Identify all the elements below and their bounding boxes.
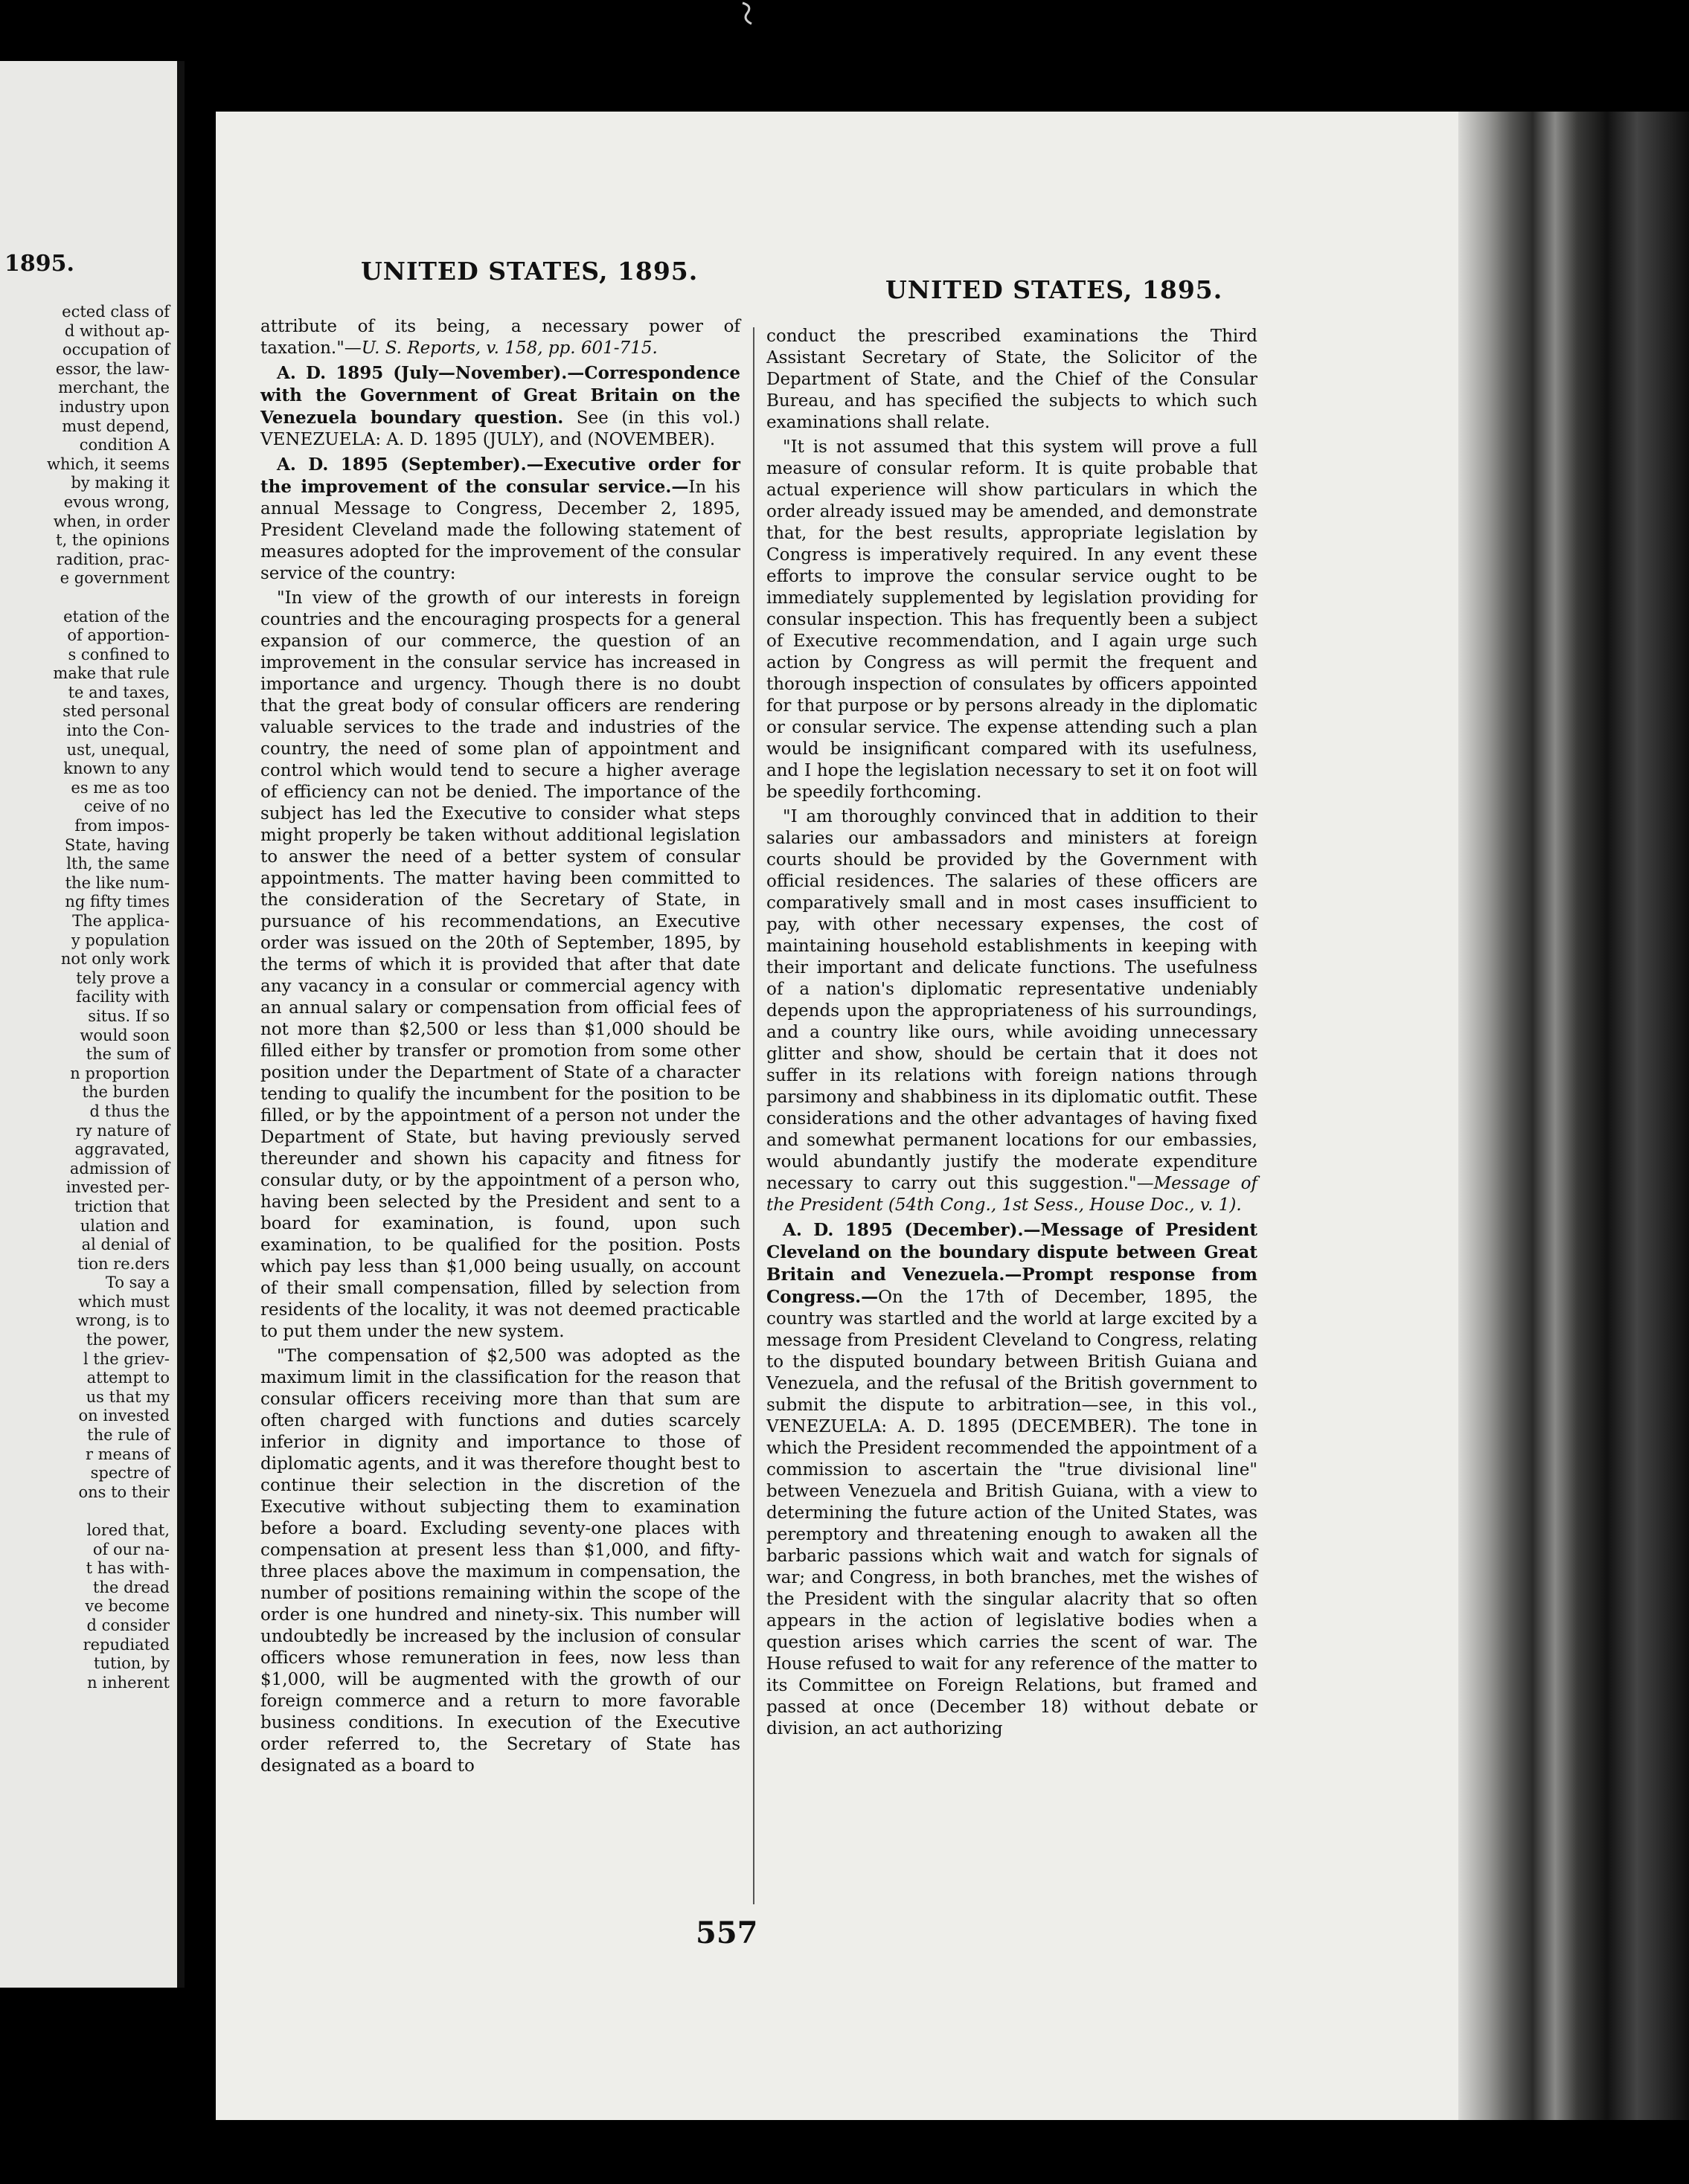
- facing-page-line: into the Con-: [66, 722, 170, 740]
- facing-page-line: from impos-: [74, 817, 170, 835]
- facing-page-line: condition A: [79, 436, 170, 455]
- paragraph: A. D. 1895 (September).—Executive order for the improvement of the consular service.—In his annual Message to Congress, December 2, 1895, President Cleveland made the following statement of measures adopted for the improvement of the consular service of the country:: [260, 455, 740, 583]
- paragraph: "It is not assumed that this system will prove a full measure of consular reform. It is quite probable that actual experience will show particulars in which the order already issued may be amended, and demonstrate that, for the best results, appropriate legislation by Congress is imperatively required. In any event these efforts to improve the consular service ought to be immediately supplemented by legislation providing for consular inspection. This has frequently been a subject of Executive recommendation, and I again urge such action by Congress as will permit the frequent and thorough inspection of consulates by officers appointed for that purpose or by persons already in the diplomatic or consular service. The expense attending such a plan would be insignificant compared with its usefulness, and I hope the legislation necessary to set it on foot will be speedily forthcoming.: [766, 437, 1257, 802]
- running-header-right: UNITED STATES, 1895.: [885, 275, 1223, 304]
- paragraph: "I am thoroughly convinced that in addition to their salaries our ambassadors and ministers at foreign courts should be provided by the Government with official residences. The salaries of these officers are comparatively small and in most cases insufficient to pay, with other necessary expenses, the cost of maintaining household establishments in keeping with their important and delicate functions. The usefulness of a nation's diplomatic representative undeniably depends upon the appropriateness of his surroundings, and a country like ours, while avoiding unnecessary glitter and show, should be certain that it does not suffer in its relations with foreign nations through parsimony and shabbiness in its diplomatic outfit. These considerations and the other advantages of having fixed and somewhat permanent locations for our embassies, would abundantly justify the moderate expenditure necessary to carry out this suggestion."—Message of the President (54th Cong., 1st Sess., House Doc., v. 1).: [766, 807, 1257, 1215]
- paragraph: "The compensation of $2,500 was adopted as the maximum limit in the classification for the reason that consular officers receiving more than that sum are often charged with functions and duties scarcely inferior in dignity and importance to those of diplomatic agents, and it was therefore thought best to continue their selection in the discretion of the Executive without subjecting them to examination before a board. Excluding seventy-one places with compensation at present less than $1,000, and fifty-three places above the maximum in compensation, the number of positions remaining within the scope of the order is one hundred and ninety-six. This number will undoubtedly be increased by the inclusion of consular officers whose remuneration in fees, now less than $1,000, will be augmented with the growth of our foreign commerce and a return to more favorable business conditions. In execution of the Executive order referred to, the Secretary of State has designated as a board to: [260, 1346, 740, 1776]
- facing-page-line: r means of: [86, 1445, 170, 1463]
- facing-page-line: ceive of no: [83, 797, 170, 816]
- facing-page-line: merchant, the: [58, 379, 170, 397]
- facing-page-line: t, the opinions: [56, 531, 170, 550]
- facing-page-line: The applica-: [72, 912, 170, 930]
- facing-page-line: facility with: [76, 988, 170, 1006]
- facing-page-line: essor, the law-: [55, 359, 170, 378]
- facing-page-line: repudiated: [83, 1635, 170, 1654]
- column-divider: [753, 327, 754, 1904]
- facing-page-line: ve become: [85, 1597, 170, 1616]
- page-gutter-shadow: [1458, 112, 1689, 2120]
- facing-page-line: the power,: [86, 1331, 170, 1349]
- facing-page-line: sted personal: [63, 702, 170, 721]
- facing-page-line: n inherent: [87, 1673, 170, 1692]
- facing-page-line: d consider: [86, 1616, 170, 1634]
- facing-page-line: the sum of: [86, 1045, 170, 1064]
- facing-page-line: ry nature of: [75, 1121, 170, 1140]
- facing-page-line: attempt to: [86, 1369, 170, 1387]
- facing-page-line: lored that,: [86, 1521, 170, 1539]
- running-header-left: UNITED STATES, 1895.: [361, 257, 699, 286]
- facing-page-line: tely prove a: [76, 969, 170, 987]
- facing-page-line: us that my: [86, 1387, 170, 1406]
- facing-page-line: of apportion-: [67, 626, 170, 645]
- entry-heading: A. D. 1895 (September).—Executive order for the improvement of the consular service.—: [260, 455, 740, 497]
- facing-page-line: al denial of: [81, 1236, 170, 1254]
- facing-page-line: of our na-: [92, 1540, 170, 1558]
- entry-heading: A. D. 1895 (July—November).—Correspondence with the Government of Great Britain on the Venezuela boundary question.: [260, 363, 740, 428]
- facing-page-line: the dread: [93, 1578, 170, 1596]
- facing-page-line: [0, 1502, 170, 1521]
- facing-page-line: wrong, is to: [75, 1311, 170, 1330]
- facing-page-line: not only work: [60, 950, 170, 969]
- paragraph: A. D. 1895 (December).—Message of President Cleveland on the boundary dispute between Great Britain and Venezuela.—Prompt response from Congress.—On the 17th of December, 1895, the country was startled and the world at large excited by a message from President Cleveland to Congress, relating to the disputed boundary between British Guiana and Venezuela, and the refusal of the British government to submit the dispute to arbitration—see, in this vol., VENEZUELA: A. D. 1895 (DECEMBER). The tone in which the President recommended the appointment of a commission to ascertain the "true divisional line" between Venezuela and British Guiana, with a view to determining the future action of the United States, was peremptory and threatening enough to awaken all the barbaric passions which wait and watch for signals of war; and Congress, in both branches, met the wishes of the President with the singular alacrity that so often appears in the action of legislative bodies when a question arises which carries the scent of war. The House refused to wait for any reference of the matter to its Committee on Foreign Relations, but framed and passed at once (December 18) without debate or division, an act authorizing: [766, 1220, 1257, 1738]
- facing-page-line: ust, unequal,: [66, 740, 170, 759]
- facing-page-line: y population: [71, 931, 170, 949]
- facing-page-line: e government: [60, 569, 170, 588]
- facing-page-fragment: [0, 61, 185, 1988]
- citation: U. S. Reports, v. 158, pp. 601-715.: [361, 338, 658, 358]
- scan-mark: [737, 0, 759, 30]
- facing-page-line: which must: [78, 1292, 170, 1311]
- facing-page-line: the burden: [82, 1083, 170, 1102]
- facing-page-line: ons to their: [78, 1483, 170, 1501]
- facing-page-line: ng fifty times: [65, 893, 170, 911]
- paragraph: attribute of its being, a necessary power of taxation."—U. S. Reports, v. 158, pp. 601-715.: [260, 317, 740, 358]
- facing-page-line: lth, the same: [66, 855, 170, 873]
- facing-page-line: d without ap-: [64, 321, 170, 340]
- facing-page-line: spectre of: [90, 1464, 170, 1483]
- right-text-column: [766, 326, 1257, 1743]
- facing-page-line: must depend,: [62, 417, 170, 435]
- left-text-column: [260, 316, 740, 1780]
- paragraph: A. D. 1895 (July—November).—Correspondence with the Government of Great Britain on the Venezuela boundary question. See (in this vol.) VENEZUELA: A. D. 1895 (JULY), and (NOVEMBER).: [260, 363, 740, 449]
- facing-page-line: s confined to: [68, 645, 170, 664]
- facing-page-line: d thus the: [89, 1102, 170, 1120]
- facing-page-year: 1895.: [4, 251, 74, 277]
- facing-page-line: tution, by: [94, 1654, 170, 1673]
- facing-page-line: evous wrong,: [63, 492, 170, 511]
- facing-page-line: [0, 588, 170, 608]
- facing-page-line: known to any: [63, 759, 170, 778]
- facing-page-line: aggravated,: [74, 1140, 170, 1159]
- facing-page-line: when, in order: [53, 512, 170, 530]
- facing-page-line: te and taxes,: [68, 683, 170, 701]
- facing-page-line: industry upon: [59, 397, 170, 416]
- facing-page-line: es me as too: [71, 778, 170, 797]
- facing-page-line: radition, prac-: [56, 550, 170, 568]
- facing-page-line: which, it seems: [46, 455, 170, 473]
- facing-page-line: by making it: [71, 474, 170, 492]
- facing-page-line: would soon: [80, 1026, 170, 1044]
- facing-page-line: ected class of: [62, 303, 170, 321]
- facing-page-line: on invested: [78, 1407, 170, 1425]
- facing-page-line: ulation and: [80, 1216, 170, 1235]
- entry-heading: A. D. 1895 (December).—Message of President Cleveland on the boundary dispute between Great Britain and Venezuela.—Prompt response from Congress.—: [766, 1220, 1257, 1307]
- facing-page-line: situs. If so: [88, 1006, 170, 1025]
- facing-page-line: tion re.ders: [77, 1254, 170, 1273]
- paragraph: conduct the prescribed examinations the Third Assistant Secretary of State, the Solicitor of the Department of State, and the Chief of the Consular Bureau, and has specified the subjects to which such examinations shall relate.: [766, 327, 1257, 432]
- facing-page-line: triction that: [74, 1197, 170, 1215]
- paragraph: "In view of the growth of our interests in foreign countries and the encouraging prospects for a general expansion of our commerce, the question of an improvement in the consular service has increased in importance and urgency. Though there is no doubt that the great body of consular officers are rendering valuable services to the trade and industries of the country, the need of some plan of appointment and control which would tend to secure a higher average of efficiency can not be denied. The importance of the subject has led the Executive to consider what steps might properly be taken without additional legislation to answer the need of a better system of consular appointments. The matter having been committed to the consideration of the Secretary of State, in pursuance of his recommendations, an Executive order was issued on the 20th of September, 1895, by the terms of which it is provided that after that date any vacancy in a consular or commercial agency with an annual salary or compensation from official fees of not more than $2,500 or less than $1,000 should be filled either by transfer or promotion from some other position under the Department of State of a character tending to qualify the incumbent for the position to be filled, or by the appointment of a person not under the Department of State, but having previously served thereunder and shown his capacity and fitness for consular duty, or by the appointment of a person who, having been selected by the President and sent to a board for examination, is found, upon such examination, to be qualified for the position. Posts which pay less than $1,000 being usually, on account of their small compensation, filled by selection from residents of the locality, it was not deemed practicable to put them under the new system.: [260, 588, 740, 1341]
- facing-page-line: admission of: [69, 1159, 170, 1178]
- facing-page-text: [0, 303, 170, 1692]
- facing-page-line: etation of the: [63, 607, 170, 626]
- facing-page-line: State, having: [64, 835, 170, 854]
- page-number: 557: [696, 1915, 758, 1950]
- facing-page-line: n proportion: [70, 1064, 170, 1082]
- facing-page-line: make that rule: [53, 664, 170, 683]
- facing-page-line: invested per-: [65, 1178, 170, 1197]
- facing-page-line: the like num-: [65, 873, 170, 892]
- facing-page-line: To say a: [105, 1274, 170, 1292]
- facing-page-line: l the griev-: [83, 1349, 170, 1368]
- citation: Message of the President (54th Cong., 1st Sess., House Doc., v. 1).: [766, 1174, 1257, 1215]
- facing-page-line: occupation of: [62, 341, 170, 359]
- facing-page-line: the rule of: [87, 1426, 170, 1445]
- facing-page-line: t has with-: [86, 1559, 170, 1578]
